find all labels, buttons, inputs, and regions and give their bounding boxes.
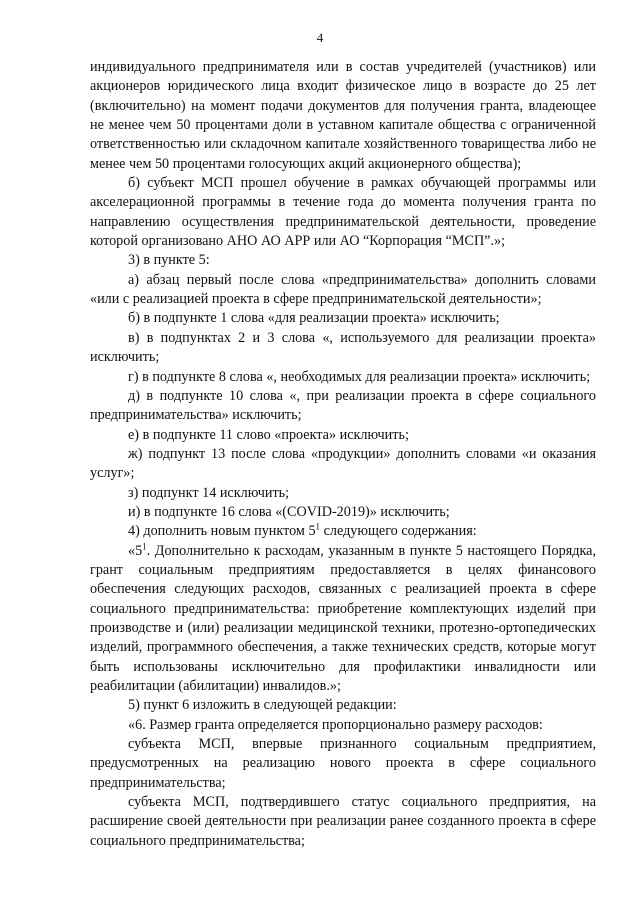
paragraph: в) в подпунктах 2 и 3 слова «, используемого для реализации проекта» исключить; — [90, 329, 596, 366]
paragraph — [90, 522, 596, 541]
paragraph: г) в подпункте 8 слова «, необходимых для реализации проекта» исключить; — [128, 368, 591, 385]
paragraph: д) в подпункте 10 слова «, при реализации проекта в сфере социального предпринимательства» исключить; — [90, 387, 596, 424]
paragraph: «6. Размер гранта определяется пропорционально размеру расходов: — [128, 716, 543, 733]
paragraph — [90, 542, 596, 697]
paragraph-text-tail: следующего содержания: — [320, 523, 477, 540]
paragraph: а) абзац первый после слова «предпринимательства» дополнить словами «или с реализацией проекта в сфере предпринимательской деятельности»; — [90, 271, 596, 308]
superscript: 1 — [315, 521, 321, 532]
paragraph: субъекта МСП, впервые признанного социальным предприятием, предусмотренных на реализацию нового проекта в сфере социального предпринимательства; — [90, 736, 596, 791]
paragraph: индивидуального предпринимателя или в состав учредителей (участников) или акционеров юридического лица входит физическое лицо в возрасте до 25 лет (включительно) на момент подачи документов для получения гранта, владеющее не менее чем 50 процентами доли в уставном капитале общества с ограниченной ответственностью или складочном капитале хозяйственного товарищества либо не менее чем 50 процентами голосующих акций акционерного общества); — [90, 59, 596, 172]
paragraph: и) в подпункте 16 слова «(COVID-2019)» исключить; — [128, 503, 450, 520]
paragraph: субъекта МСП, подтвердившего статус социального предприятия, на расширение своей деятельности при реализации ранее созданного проекта в сфере социального предпринимательства; — [90, 794, 596, 849]
paragraph: з) подпункт 14 исключить; — [128, 484, 290, 501]
paragraph-text-tail: . Дополнительно к расходам, указанным в пункте 5 настоящего Порядка, грант социальным предприятиям предоставляется в целях финансового обеспечения следующих расходов, связанных с реализацией проекта в сфере социального предпринимательства: приобретение комплектующих изделий при производстве и (или) реализации медицинской техники, протезно-ортопедических изделий, программного обеспечения, а также технических средств, которые могут быть использованы исключительно для профилактики инвалидности или реабилитации (абилитации) инвалидов.»; — [90, 542, 596, 694]
page-number: 4 — [316, 30, 324, 45]
document-body — [90, 58, 596, 851]
superscript: 1 — [142, 540, 147, 551]
paragraph: 3) в пункте 5: — [128, 252, 210, 269]
paragraph: е) в подпункте 11 слово «проекта» исключить; — [128, 426, 409, 443]
paragraph-text: «5 — [128, 542, 143, 559]
paragraph: ж) подпункт 13 после слова «продукции» дополнить словами «и оказания услуг»; — [90, 445, 596, 482]
paragraph-text: 4) дополнить новым пунктом 5 — [128, 523, 316, 540]
paragraph: б) субъект МСП прошел обучение в рамках обучающей программы или акселерационной программы в течение года до момента получения гранта по направлению осуществления предпринимательской деятельности, проведение которой организовано АНО АО АРР или АО “Корпорация “МСП”.»; — [90, 175, 596, 250]
paragraph: б) в подпункте 1 слова «для реализации проекта» исключить; — [128, 310, 500, 327]
paragraph: 5) пункт 6 изложить в следующей редакции: — [128, 697, 397, 714]
